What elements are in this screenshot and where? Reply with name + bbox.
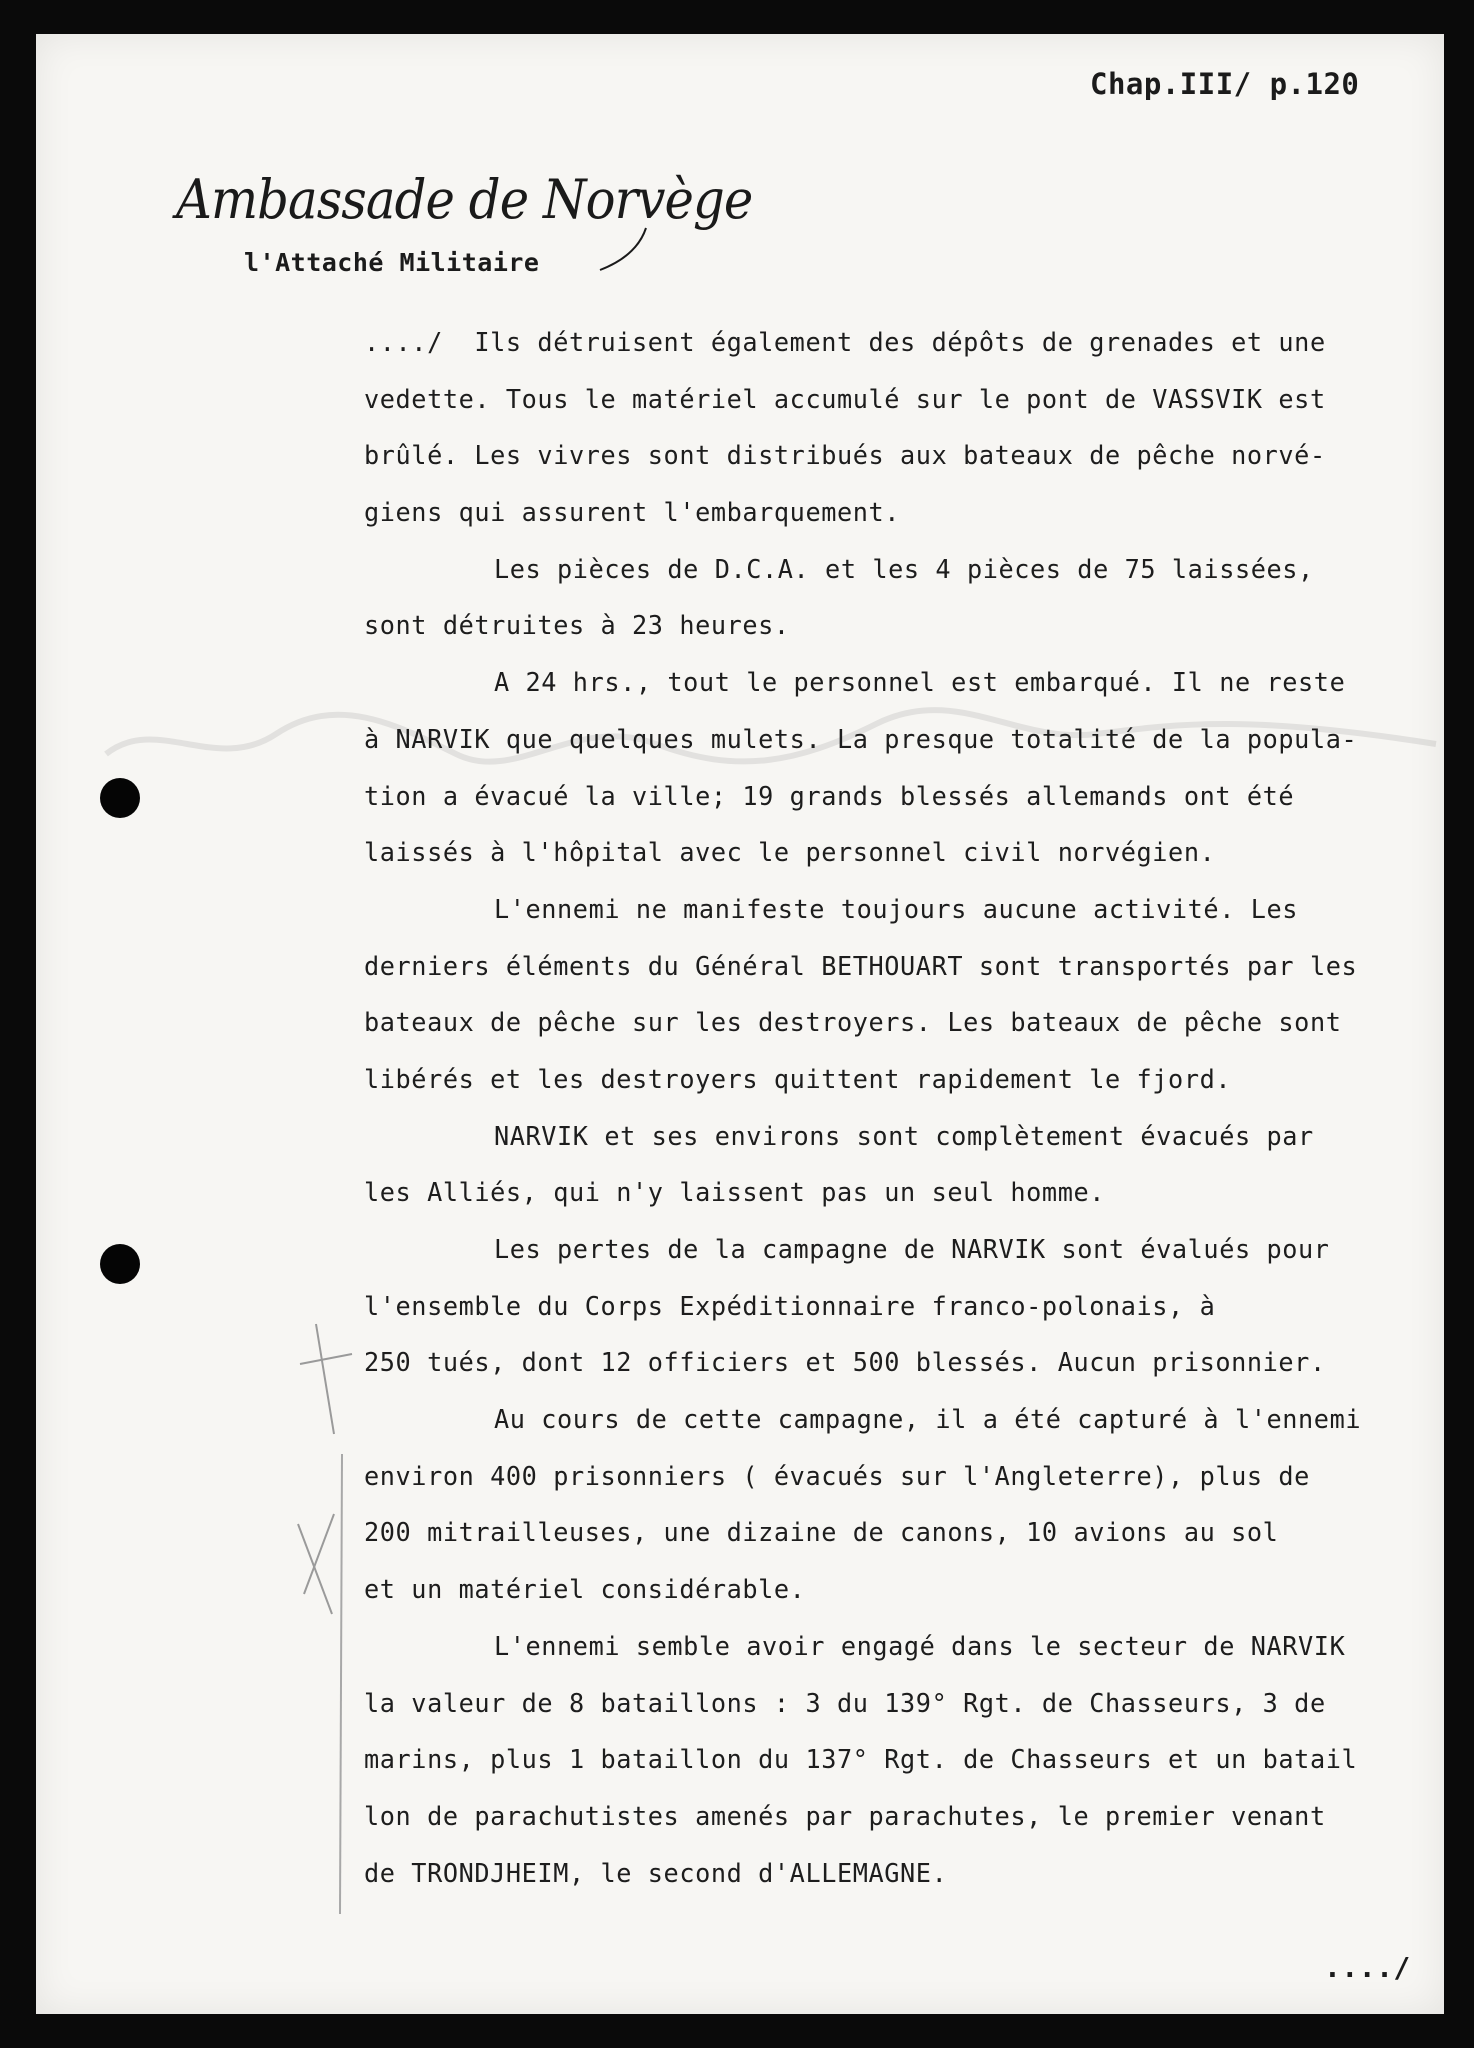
body-line: les Alliés, qui n'y laissent pas un seul homme. [364,1178,1105,1209]
body-line: vedette. Tous le matériel accumulé sur le pont de VASSVIK est [364,384,1326,415]
page-reference: Chap.III/ p.120 [1090,67,1360,101]
body-line: giens qui assurent l'embarquement. [364,498,901,529]
body-line: de TRONDJHEIM, le second d'ALLEMAGNE. [364,1858,948,1889]
body-line: marins, plus 1 bataillon du 137° Rgt. de Chasseurs et un batail [364,1745,1358,1776]
body-line: bateaux de pêche sur les destroyers. Les bateaux de pêche sont [364,1008,1342,1039]
body-line: et un matériel considérable. [364,1575,806,1606]
body-line: ..../ Ils détruisent également des dépôts de grenades et une [364,328,1326,358]
letterhead-signature: Ambassade de Norvège [176,168,753,231]
pencil-margin-marks [294,1314,374,1934]
body-line: lon de parachutistes amenés par parachutes, le premier venant [364,1801,1326,1832]
punch-hole-upper [100,778,140,818]
body-line: 200 mitrailleuses, une dizaine de canons, 10 avions au sol [364,1518,1279,1549]
body-line: Les pertes de la campagne de NARVIK sont évalués pour [493,1235,1330,1265]
body-line: libérés et les destroyers quittent rapidement le fjord. [364,1064,1232,1095]
body-line: environ 400 prisonniers ( évacués sur l'Angleterre), plus de [364,1461,1310,1492]
body-line: sont détruites à 23 heures. [364,611,790,642]
body-line: laissés à l'hôpital avec le personnel civil norvégien. [364,838,1216,869]
body-line: NARVIK et ses environs sont complètement évacués par [493,1121,1314,1152]
body-line: L'ennemi semble avoir engagé dans le secteur de NARVIK [493,1631,1346,1662]
body-line: la valeur de 8 bataillons : 3 du 139° Rgt. de Chasseurs, 3 de [364,1688,1326,1719]
letterhead-subtitle: l'Attaché Militaire [244,248,540,277]
body-line: tion a évacué la ville; 19 grands blessés allemands ont été [364,781,1295,812]
body-line: Les pièces de D.C.A. et les 4 pièces de 75 laissées, [493,554,1314,585]
body-line: derniers éléments du Général BETHOUART sont transportés par les [364,951,1358,982]
body-line: l'ensemble du Corps Expéditionnaire franco-polonais, à [364,1291,1216,1322]
letterhead-flourish [596,224,656,274]
letter-body [364,328,1444,1915]
continuation-mark: ..../ [1324,1951,1411,1984]
body-line: à NARVIK que quelques mulets. La presque totalité de la popula- [364,724,1358,755]
body-line: L'ennemi ne manifeste toujours aucune activité. Les [493,894,1299,925]
body-line: Au cours de cette campagne, il a été capturé à l'ennemi [493,1405,1362,1436]
document-page [36,34,1444,2014]
punch-hole-lower [100,1244,140,1284]
body-line: 250 tués, dont 12 officiers et 500 blessés. Aucun prisonnier. [364,1348,1326,1379]
body-line: brûlé. Les vivres sont distribués aux bateaux de pêche norvé- [364,441,1326,472]
body-line: A 24 hrs., tout le personnel est embarqué. Il ne reste [493,668,1346,699]
